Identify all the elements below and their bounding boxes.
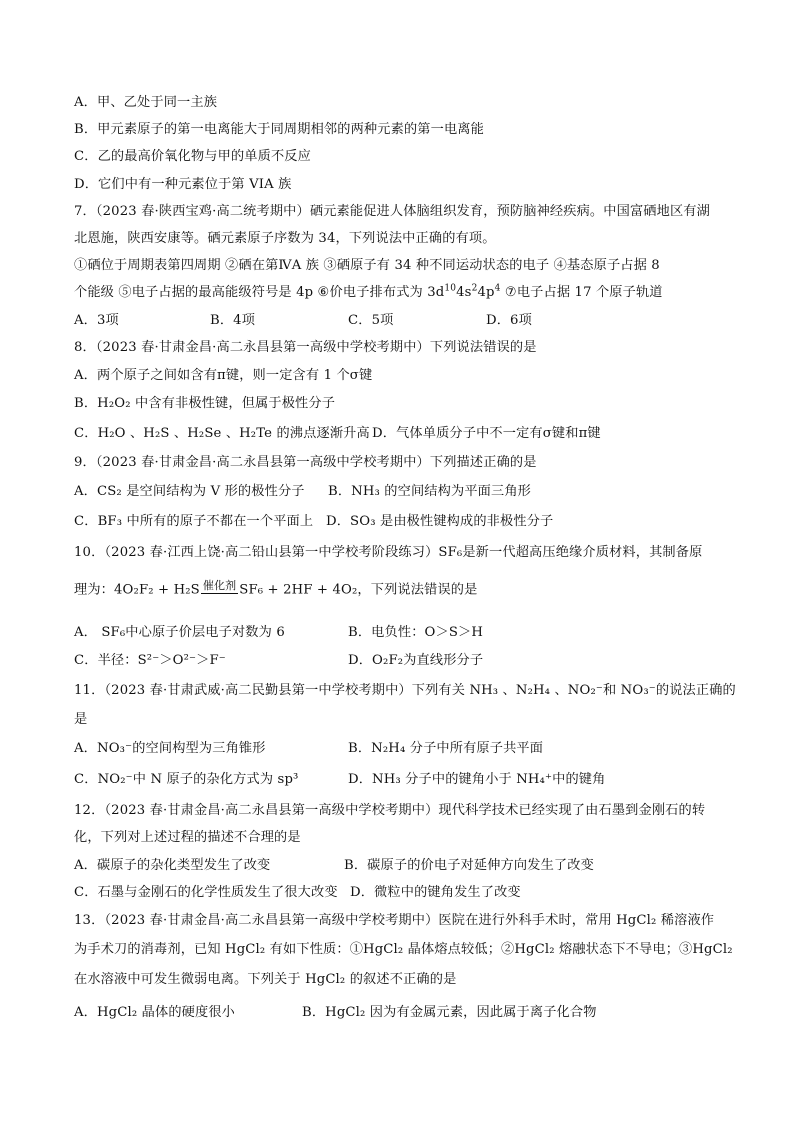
q13-stem-line2: 为手术刀的消毒剂，已知 HgCl₂ 有如下性质：①HgCl₂ 晶体熔点较低；②HgCl₂ 熔融状态下不导电；③HgCl₂ bbox=[74, 942, 733, 957]
q7-option-a: A．3项 bbox=[74, 313, 119, 328]
q13-options-row1 bbox=[74, 1004, 724, 1022]
q11-option-d: D．NH₃ 分子中的键角小于 NH₄⁺中的键角 bbox=[348, 772, 606, 787]
q11-options-row2 bbox=[74, 771, 724, 789]
q9-option-d: D．SO₃ 是由极性键构成的非极性分子 bbox=[326, 514, 554, 529]
q6-option-c: C．乙的最高价氧化物与甲的单质不反应 bbox=[74, 149, 311, 164]
q13-stem-line1: 13．（2023 春·甘肃金昌·高二永昌县第一高级中学校考期中）医院在进行外科手术时，常用 HgCl₂ 稀溶液作 bbox=[74, 913, 715, 928]
q12-stem-line2: 化，下列对上述过程的描述不合理的是 bbox=[74, 830, 301, 845]
q7-option-b: B．4项 bbox=[210, 313, 256, 328]
q7-items-line1: ①硒位于周期表第四周期 ②硒在第ⅣA 族 ③硒原子有 34 种不同运动状态的电子 ④基态原子占据 8 bbox=[74, 258, 660, 273]
q10-options-row1 bbox=[74, 624, 724, 642]
q9-stem: 9．（2023 春·甘肃金昌·高二永昌县第一高级中学校考期中）下列描述正确的是 bbox=[74, 455, 537, 470]
q8-option-c: C．H₂O 、H₂S 、H₂Se 、H₂Te 的沸点逐渐升高 bbox=[74, 426, 370, 441]
q12-option-a: A．碳原子的杂化类型发生了改变 bbox=[74, 858, 271, 873]
q8-options-row bbox=[74, 425, 724, 443]
q11-stem-line1: 11．（2023 春·甘肃武威·高二民勤县第一中学校考期中）下列有关 NH₃ 、N₂H₄ 、NO₂⁻和 NO₃⁻的说法正确的 bbox=[74, 683, 736, 698]
q7-items-line2: 个能级 ⑤电子占据的最高能级符号是 4p ⑥价电子排布式为 $3d^{10}4s^24p^4$ ⑦电子占据 17 个原子轨道 bbox=[74, 283, 663, 300]
q7-option-d: D．6项 bbox=[486, 313, 532, 328]
q7-options-row bbox=[74, 312, 724, 330]
q12-option-c: C．石墨与金刚石的化学性质发生了很大改变 bbox=[74, 885, 338, 900]
q9-options-row2 bbox=[74, 513, 724, 531]
q12-options-row2 bbox=[74, 884, 724, 902]
q10-option-b: B．电负性：O＞S＞H bbox=[348, 625, 483, 640]
q9-option-a: A．CS₂ 是空间结构为 V 形的极性分子 bbox=[74, 484, 305, 499]
q9-options-row1 bbox=[74, 483, 724, 501]
q11-option-b: B．N₂H₄ 分子中所有原子共平面 bbox=[348, 741, 544, 756]
q8-stem: 8．（2023 春·甘肃金昌·高二永昌县第一高级中学校考期中）下列说法错误的是 bbox=[74, 340, 537, 355]
q11-options-row1 bbox=[74, 740, 724, 758]
q9-option-c: C．BF₃ 中所有的原子不都在一个平面上 bbox=[74, 514, 314, 529]
q6-option-b: B．甲元素原子的第一电离能大于同周期相邻的两种元素的第一电离能 bbox=[74, 122, 484, 137]
q13-stem-line3: 在水溶液中可发生微弱电离。下列关于 HgCl₂ 的叙述不正确的是 bbox=[74, 972, 457, 987]
q10-options-row2 bbox=[74, 652, 724, 670]
q10-equation-line: 理为：4O₂F₂ + H₂S 催化剂 SF₆ + 2HF + 4O₂，下列说法错误的是 bbox=[74, 580, 477, 600]
q11-option-a: A．NO₃⁻的空间构型为三角锥形 bbox=[74, 741, 266, 756]
q10-option-a: A． SF₆中心原子价层电子对数为 6 bbox=[74, 625, 285, 640]
q11-option-c: C．NO₂⁻中 N 原子的杂化方式为 sp³ bbox=[74, 772, 299, 787]
q12-option-d: D．微粒中的键角发生了改变 bbox=[350, 885, 521, 900]
q12-stem-line1: 12．（2023 春·甘肃金昌·高二永昌县第一高级中学校考期中）现代科学技术已经实现了由石墨到金刚石的转 bbox=[74, 803, 706, 818]
q11-stem-line2: 是 bbox=[74, 712, 88, 727]
q7-option-c: C．5项 bbox=[348, 313, 394, 328]
q7-stem-line2: 北恩施，陕西安康等。硒元素原子序数为 34，下列说法中正确的有项。 bbox=[74, 231, 496, 246]
q6-option-d: D．它们中有一种元素位于第 VIA 族 bbox=[74, 177, 292, 192]
q10-option-d: D．O₂F₂为直线形分子 bbox=[348, 653, 484, 668]
q8-option-b: B．H₂O₂ 中含有非极性键，但属于极性分子 bbox=[74, 396, 336, 411]
q7-stem-line1: 7．（2023 春·陕西宝鸡·高二统考期中）硒元素能促进人体脑组织发育，预防脑神经疾病。中国富硒地区有湖 bbox=[74, 204, 710, 219]
q12-options-row1 bbox=[74, 857, 724, 875]
q10-option-c: C．半径：S²⁻＞O²⁻＞F⁻ bbox=[74, 653, 226, 668]
reaction-arrow: 催化剂 bbox=[202, 579, 237, 592]
q13-option-a: A．HgCl₂ 晶体的硬度很小 bbox=[74, 1005, 236, 1020]
q9-option-b: B．NH₃ 的空间结构为平面三角形 bbox=[328, 484, 532, 499]
q12-option-b: B．碳原子的价电子对延伸方向发生了改变 bbox=[344, 858, 594, 873]
q8-option-a: A．两个原子之间如含有π键，则一定含有 1 个σ键 bbox=[74, 368, 373, 383]
q13-option-b: B．HgCl₂ 因为有金属元素，因此属于离子化合物 bbox=[302, 1005, 597, 1020]
q10-stem-line1: 10．（2023 春·江西上饶·高二铅山县第一中学校考阶段练习）SF₆是新一代超高压绝缘介质材料，其制备原 bbox=[74, 545, 703, 560]
q8-option-d: D．气体单质分子中不一定有σ键和π键 bbox=[372, 426, 601, 441]
q6-option-a: A．甲、乙处于同一主族 bbox=[74, 95, 218, 110]
